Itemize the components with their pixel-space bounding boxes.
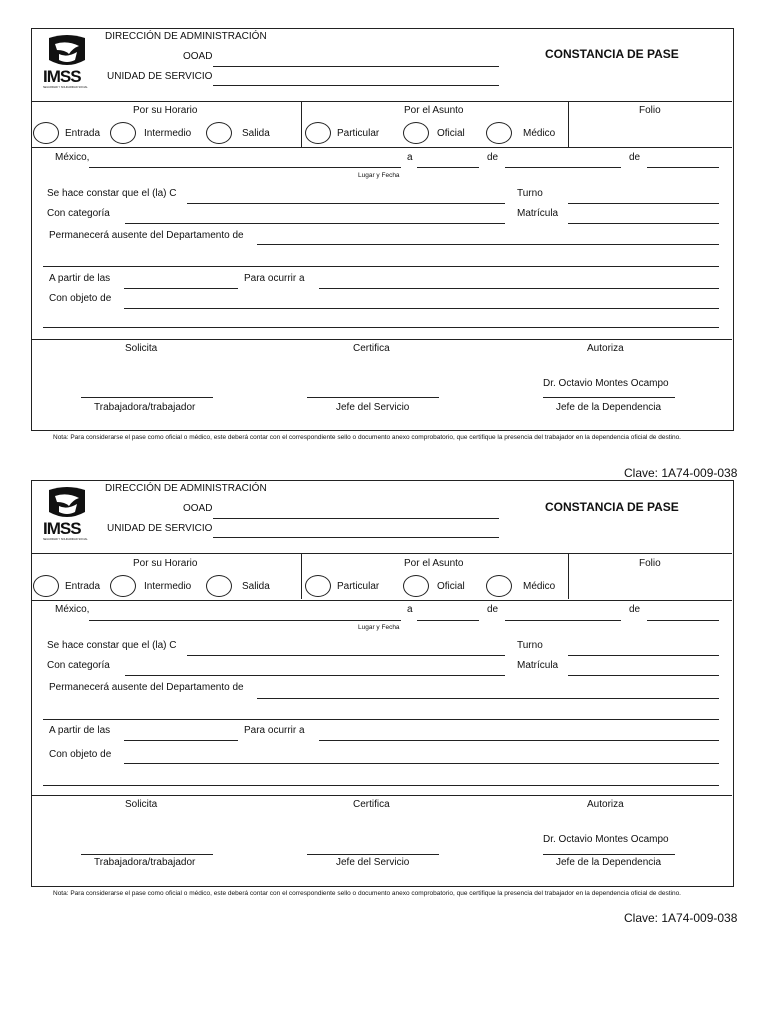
jefe-dependencia-signature-line[interactable] [543,854,675,855]
logo-tagline: SEGURIDAD Y SOLIDARIDAD SOCIAL [43,86,88,89]
jefe-servicio-signature-line[interactable] [307,397,439,398]
nombre-field[interactable] [187,655,505,656]
horario-label: Por su Horario [133,105,198,116]
direccion-label: DIRECCIÓN DE ADMINISTRACIÓN [105,31,267,42]
hace-constar-label: Se hace constar que el (la) C [47,640,177,651]
horario-label: Por su Horario [133,558,198,569]
objeto-field-2[interactable] [43,785,719,786]
categoria-label: Con categoría [47,208,110,219]
divider [568,553,569,599]
de-label: de [629,604,641,615]
matricula-label: Matrícula [517,208,559,219]
medico-label: Médico [523,128,556,139]
departamento-field[interactable] [257,698,719,699]
jefe-dependencia-label: Jefe de la Dependencia [556,402,662,413]
objeto-field-2[interactable] [43,327,719,328]
unidad-field[interactable] [213,537,499,538]
intermedio-radio[interactable] [110,122,136,144]
de-label: de [487,152,499,163]
folio-label: Folio [639,558,661,569]
de-label: de [487,604,499,615]
jefe-servicio-label: Jefe del Servicio [336,857,410,868]
departamento-field[interactable] [257,244,719,245]
particular-radio[interactable] [305,575,331,597]
lugar-fecha-caption: Lugar y Fecha [358,172,400,179]
trabajador-label: Trabajadora/trabajador [94,857,196,868]
imss-eagle-icon [43,34,91,70]
categoria-label: Con categoría [47,660,110,671]
unidad-field[interactable] [213,85,499,86]
ooad-field[interactable] [213,518,499,519]
unidad-label: UNIDAD DE SERVICIO [107,523,213,534]
a-label: a [407,604,413,615]
salida-radio[interactable] [206,122,232,144]
intermedio-label: Intermedio [144,581,192,592]
trabajador-signature-line[interactable] [81,854,213,855]
certifica-label: Certifica [353,343,390,354]
solicita-label: Solicita [125,799,158,810]
divider [31,795,732,796]
oficial-radio[interactable] [403,575,429,597]
autoriza-label: Autoriza [587,799,624,810]
dia-field[interactable] [417,620,479,621]
nombre-field[interactable] [187,203,505,204]
divider [31,339,732,340]
form-title: CONSTANCIA DE PASE [545,500,679,514]
turno-field[interactable] [568,655,719,656]
divider [568,101,569,147]
oficial-label: Oficial [437,581,465,592]
categoria-field[interactable] [125,223,505,224]
salida-label: Salida [242,128,270,139]
divider [31,553,732,554]
ausente-label: Permanecerá ausente del Departamento de [49,682,244,693]
imss-logo [43,486,91,540]
direccion-label: DIRECCIÓN DE ADMINISTRACIÓN [105,483,267,494]
jefe-servicio-label: Jefe del Servicio [336,402,410,413]
turno-label: Turno [517,188,543,199]
matricula-field[interactable] [568,223,719,224]
entrada-label: Entrada [65,581,101,592]
logo-tagline: SEGURIDAD Y SOLIDARIDAD SOCIAL [43,538,88,541]
ooad-label: OOAD [183,51,213,62]
anio-field[interactable] [647,167,719,168]
entrada-label: Entrada [65,128,101,139]
a-partir-label: A partir de las [49,725,111,736]
nota-text: Nota: Para considerarse el pase como oficial o médico, este deberá contar con el correspondiente sello o documento anexo comprobatorio, que certifique la presencia del trabajador en la dependencia oficial de destino. [53,890,681,897]
ocurrir-field[interactable] [319,288,719,289]
mes-field[interactable] [505,620,621,621]
particular-label: Particular [337,128,380,139]
divider [301,553,302,599]
particular-radio[interactable] [305,122,331,144]
objeto-field[interactable] [124,308,719,309]
salida-label: Salida [242,581,270,592]
matricula-label: Matrícula [517,660,559,671]
clave-label: Clave: 1A74-009-038 [624,466,738,480]
solicita-label: Solicita [125,343,158,354]
unidad-label: UNIDAD DE SERVICIO [107,71,213,82]
dia-field[interactable] [417,167,479,168]
imss-eagle-icon [43,486,91,522]
medico-radio[interactable] [486,122,512,144]
autoriza-label: Autoriza [587,343,624,354]
categoria-field[interactable] [125,675,505,676]
anio-field[interactable] [647,620,719,621]
asunto-label: Por el Asunto [404,558,464,569]
jefe-servicio-signature-line[interactable] [307,854,439,855]
lugar-fecha-caption: Lugar y Fecha [358,624,400,631]
hace-constar-label: Se hace constar que el (la) C [47,188,177,199]
divider [31,101,732,102]
trabajador-signature-line[interactable] [81,397,213,398]
lugar-field[interactable] [89,620,401,621]
logo-text: IMSS [43,519,81,538]
entrada-radio[interactable] [33,122,59,144]
departamento-field-2[interactable] [43,266,719,267]
medico-radio[interactable] [486,575,512,597]
ooad-label: OOAD [183,503,213,514]
ausente-label: Permanecerá ausente del Departamento de [49,230,244,241]
jefe-dependencia-signature-line[interactable] [543,397,675,398]
constancia-form-2 [31,480,738,925]
mes-field[interactable] [505,167,621,168]
matricula-field[interactable] [568,675,719,676]
certifica-label: Certifica [353,799,390,810]
medico-label: Médico [523,581,556,592]
jefe-dependencia-label: Jefe de la Dependencia [556,857,662,868]
asunto-label: Por el Asunto [404,105,464,116]
salida-radio[interactable] [206,575,232,597]
hora-field[interactable] [124,288,238,289]
divider [31,600,732,601]
ocurrir-field[interactable] [319,740,719,741]
folio-label: Folio [639,105,661,116]
objeto-label: Con objeto de [49,749,112,760]
mexico-label: México, [55,152,90,163]
entrada-radio[interactable] [33,575,59,597]
clave-label: Clave: 1A74-009-038 [624,911,738,925]
objeto-field[interactable] [124,763,719,764]
intermedio-radio[interactable] [110,575,136,597]
divider [301,101,302,147]
constancia-form-1 [31,28,738,480]
ooad-field[interactable] [213,66,499,67]
imss-logo [43,34,91,88]
divider [31,147,732,148]
trabajador-label: Trabajadora/trabajador [94,402,196,413]
departamento-field-2[interactable] [43,719,719,720]
mexico-label: México, [55,604,90,615]
nota-text: Nota: Para considerarse el pase como oficial o médico, este deberá contar con el correspondiente sello o documento anexo comprobatorio, que certifique la presencia del trabajador en la dependencia oficial de destino. [53,434,681,441]
a-partir-label: A partir de las [49,273,111,284]
de-label: de [629,152,641,163]
a-label: a [407,152,413,163]
oficial-label: Oficial [437,128,465,139]
ocurrir-label: Para ocurrir a [244,273,305,284]
autoriza-name: Dr. Octavio Montes Ocampo [543,378,669,389]
ocurrir-label: Para ocurrir a [244,725,305,736]
lugar-field[interactable] [89,167,401,168]
oficial-radio[interactable] [403,122,429,144]
intermedio-label: Intermedio [144,128,192,139]
hora-field[interactable] [124,740,238,741]
particular-label: Particular [337,581,380,592]
objeto-label: Con objeto de [49,293,112,304]
autoriza-name: Dr. Octavio Montes Ocampo [543,834,669,845]
logo-text: IMSS [43,67,81,86]
turno-label: Turno [517,640,543,651]
turno-field[interactable] [568,203,719,204]
form-title: CONSTANCIA DE PASE [545,47,679,61]
